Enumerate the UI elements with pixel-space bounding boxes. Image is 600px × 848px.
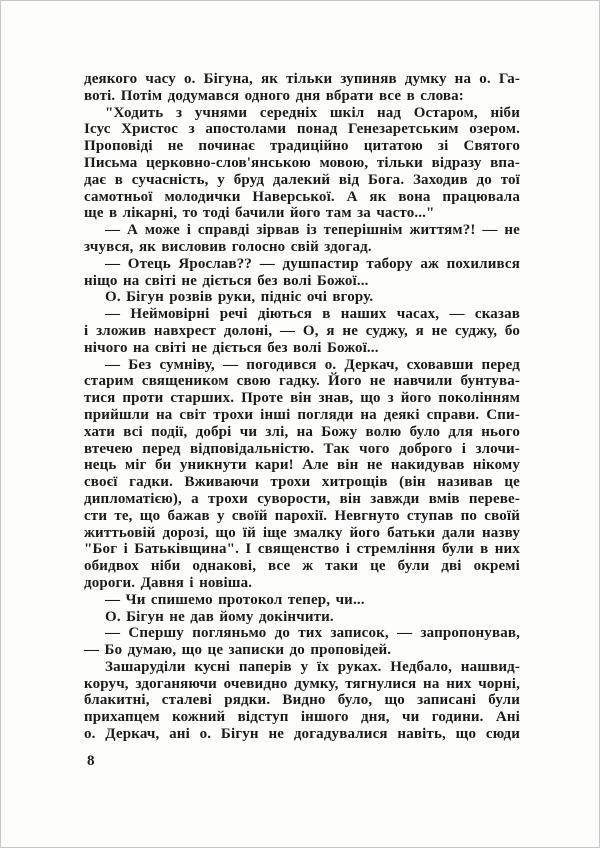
text-line: зчувся, як висловив голосно свій здогад. — [84, 238, 372, 255]
text-line: О. Бігун не дав йому докінчити. — [105, 608, 334, 625]
text-line: нічого на світі не діється без волі Божої... — [84, 339, 379, 356]
text-line: о. Деркач, ані о. Бігун не догадувалися навіть, що сюди — [84, 726, 520, 743]
text-line: дає в сучасність, у бруд далекий від Бога. Заходив до тої — [84, 171, 520, 188]
text-line: самотньої молодички Наверської. А як вона працювала — [84, 188, 520, 205]
text-line: прийшли на світ трохи інші погляди на деякі справи. Спи- — [84, 406, 520, 423]
text-line: нець міг би уникнути кари! Але він не накидував нікому — [84, 457, 520, 474]
text-line: Зашаруділи кусні паперів у їх руках. Недбало, нашвид- — [105, 658, 520, 675]
text-line: Проповіді не починає традиційно цитатою зі Святого — [84, 138, 520, 155]
text-line: — А може і справді зірвав із теперішнім життям?! — не — [105, 222, 520, 239]
text-line: — Неймовірні речі діються в наших часах, — сказав — [105, 306, 520, 323]
text-line: сти те, що бажав у своїй парохії. Невгнуто ступав по своїй — [84, 507, 520, 524]
text-line: — Отець Ярослав?? — душпастир табору аж похилився — [105, 255, 520, 272]
page-number: 8 — [87, 753, 95, 769]
text-line: прихапцем кожний відступ іншого дня, чи години. Ані — [84, 709, 520, 726]
text-line: "Бог і Батьківщина". І священство і стремління були в них — [84, 541, 520, 558]
text-line: тися проти старших. Проте він знав, що з його поколінням — [84, 390, 520, 407]
text-block — [84, 71, 520, 743]
text-line: Ісус Христос з апостолами понад Генезаретським озером. — [84, 121, 520, 138]
text-line: деякого часу о. Бігуна, як тільки зупиняв думку на о. Га- — [84, 71, 520, 87]
text-line: — Бо думаю, що це записки до проповідей. — [84, 642, 392, 659]
text-line: Письма церковно-слов'янською мовою, тільки відразу впа- — [84, 154, 520, 171]
text-line: життьовій дорозі, що їй іще змалку його батьки дали назву — [84, 524, 520, 541]
text-line: дипломатією), а трохи суворости, він завжди вмів переве- — [84, 490, 520, 507]
text-line: обидвох ніби однакові, все ж таки це були дві окремі — [84, 558, 520, 575]
text-line: "Ходить з учнями середніх шкіл над Остаром, ніби — [105, 104, 520, 121]
text-line: втечею перед відповідальністю. Так чого доброго і злочи- — [84, 440, 520, 457]
text-line: коруч, здоганяючи очевидно думку, тягнулися на них чорні, — [84, 675, 520, 692]
text-line: — Без сумніву, — погодився о. Деркач, сховавши перед — [105, 356, 520, 373]
text-line: старим священиком свою гадку. Його не навчили бунтува- — [84, 373, 520, 390]
text-line: воті. Потім додумався одного дня вбрати все в слова: — [84, 87, 464, 104]
text-line: і зложив навхрест долоні, — О, я не суджу, я не суджу, бо — [84, 322, 520, 339]
text-line: — Чи спишемо протокол тепер, чи... — [105, 591, 365, 608]
text-line: — Спершу погляньмо до тих записок, — запропонував, — [105, 625, 520, 642]
text-line: ще в лікарні, то тоді бачили його там за часто..." — [84, 205, 435, 222]
text-line: хати всі події, добрі чи злі, на Божу волю було для нього — [84, 423, 520, 440]
text-line: О. Бігун розвів руки, підніс очі вгору. — [105, 289, 374, 306]
text-line: своєї гадки. Вживаючи трохи хитрощів (він називав це — [84, 474, 520, 491]
text-line: ніщо на світі не діється без волі Божої... — [84, 272, 369, 289]
text-line: блакитні, сталеві рядки. Видно було, що записані були — [84, 692, 520, 709]
text-line: дороги. Давня і новіша. — [84, 574, 253, 591]
